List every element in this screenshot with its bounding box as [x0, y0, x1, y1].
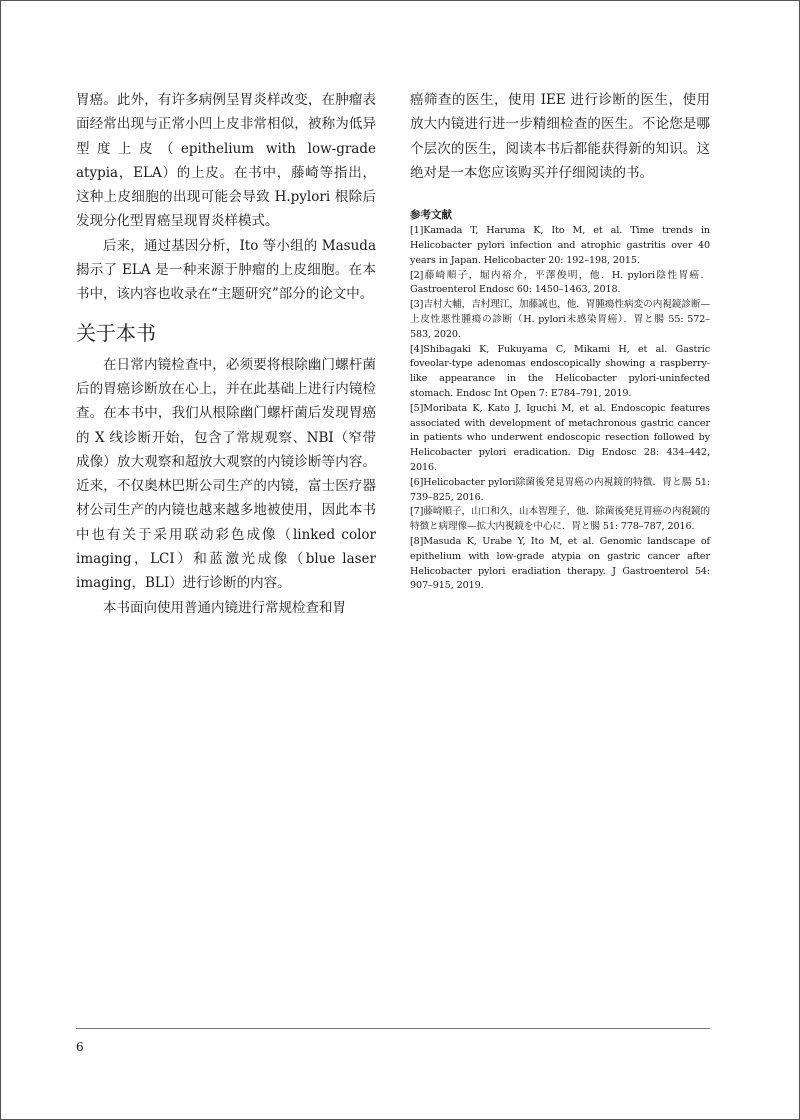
right-column: [410, 88, 710, 594]
reference-item: [8]Masuda K, Urabe Y, Ito M, et al. Genomic landscape of epithelium with low-grade atypia on gastric cancer after Helicobacter pylori eradiation therapy. J Gastroenterol 54: 907–915, 2019.: [410, 535, 710, 592]
paragraph-masuda: 后来，通过基因分析，Ito 等小组的 Masuda 揭示了 ELA 是一种来源于肿瘤的上皮细胞。在本书中，该内容也收录在“主题研究”部分的论文中。: [76, 237, 376, 303]
references-heading: 参考文献: [410, 209, 452, 222]
reference-item: [2]藤崎順子，堀内裕介，平澤俊明，他．H. pylori陰性胃癌．Gastroenterol Endosc 60: 1450–1463, 2018.: [410, 269, 710, 296]
about-text-block: [76, 353, 376, 620]
left-column: [76, 88, 376, 620]
reference-item: [6]Helicobacter pylori除菌後発見胃癌の内視鏡的特徴．胃と腸 51: 739–825, 2016.: [410, 476, 710, 503]
paragraph-audience-end: 癌筛查的医生，使用 IEE 进行诊断的医生，使用放大内镜进行进一步精细检查的医生。不论您是哪个层次的医生，阅读本书后都能获得新的知识。这绝对是一本您应该购买并仔细阅读的书。: [410, 92, 710, 181]
right-text-block: [410, 88, 710, 185]
left-text-block: [76, 88, 376, 307]
reference-item: [7]藤崎順子，山口和久，山本智理子，他．除菌後発見胃癌の内視鏡的特徴と病理像—拡大内視鏡を中心に．胃と腸 51: 778–787, 2016.: [410, 506, 710, 533]
paragraph-endoscopy: 在日常内镜检查中，必须要将根除幽门螺杆菌后的胃癌诊断放在心上，并在此基础上进行内镜检查。在本书中，我们从根除幽门螺杆菌后发现胃癌的 X 线诊断开始，包含了常规观察、NBI（窄带成像）放大观察和超放大观察的内镜诊断等内容。近来，不仅奥林巴斯公司生产的内镜，富士医疗器材公司生产的内镜也越来越多地被使用，因此本书中也有关于采用联动彩色成像（linked color imaging，LCI）和蓝激光成像（blue laser imaging，BLI）进行诊断的内容。: [76, 356, 376, 592]
paragraph-ela: 胃癌。此外，有许多病例呈胃炎样改变，在肿瘤表面经常出现与正常小凹上皮非常相似，被称为低异型度上皮（epithelium with low-grade atypia，ELA）的上皮。在书中，藤崎等指出，这种上皮细胞的出现可能会导致 H.pylori 根除后发现分化型胃癌呈现胃炎样模式。: [76, 92, 376, 230]
reference-item: [3]吉村大輔，吉村理江，加藤誠也，他．胃腫瘍性病変の内視鏡診断—上皮性悪性腫瘍の診断（H. pylori未感染胃癌）．胃と腸 55: 572–583, 2020.: [410, 299, 710, 340]
references-list: [410, 224, 710, 594]
reference-item: [5]Moribata K, Kato J, Iguchi M, et al. Endoscopic features associated with development of metachronous gastric cancer in patients who underwent endoscopic resection followed by Helicobacter pylori eradication. Dig Endosc 28: 434–442, 2016.: [410, 402, 710, 473]
reference-item: [1]Kamada T, Haruma K, Ito M, et al. Time trends in Helicobacter pylori infection and atrophic gastritis over 40 years in Japan. Helicobacter 20: 192–198, 2015.: [410, 225, 710, 266]
reference-item: [4]Shibagaki K, Fukuyama C, Mikami H, et al. Gastric foveolar-type adenomas endoscopically showing a raspberry-like appearance in the Helicobacter pylori-uninfected stomach. Endosc Int Open 7: E784–791, 2019.: [410, 343, 710, 399]
paragraph-audience-start: 本书面向使用普通内镜进行常规检查和胃: [103, 599, 346, 616]
section-title-about-book: 关于本书: [76, 320, 156, 345]
footer-divider: [76, 1028, 710, 1029]
page-number: 6: [76, 1040, 84, 1054]
